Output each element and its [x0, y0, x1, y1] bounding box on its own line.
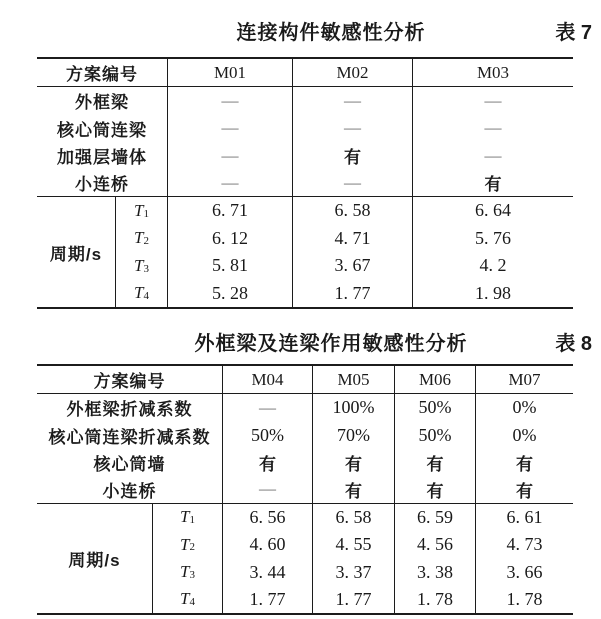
page-content: [37, 22, 592, 615]
table8-cell: 3. 38: [394, 558, 475, 585]
table8-cell: —: [222, 476, 312, 503]
table7-cell: 有: [292, 142, 412, 170]
t-subscript: 1: [189, 513, 195, 526]
t-symbol: T: [134, 228, 144, 248]
table8-cell: 70%: [312, 421, 394, 448]
t-subscript: 2: [143, 235, 149, 247]
t-subscript: 4: [189, 596, 195, 609]
table8-cell: 有: [475, 449, 573, 476]
table7-title: 连接构件敏感性分析: [236, 22, 426, 44]
table7-cell: —: [167, 115, 292, 143]
table7-cell: —: [412, 87, 573, 115]
table8-cell: 6. 61: [475, 504, 573, 531]
table8-cell: 1. 78: [394, 586, 475, 613]
table7-cell: 4. 2: [412, 252, 573, 280]
table7-cell: —: [167, 170, 292, 198]
table8: [37, 364, 573, 615]
table7-row-label: 外框梁: [75, 93, 129, 113]
table8-cell: 50%: [394, 394, 475, 421]
table8-header-col-m06: M06: [394, 366, 475, 394]
table8-title: 外框梁及连梁作用敏感性分析: [194, 333, 468, 355]
table7: [37, 57, 573, 309]
table8-cell: 有: [222, 449, 312, 476]
table8-cell: 6. 58: [312, 504, 394, 531]
table7-cell: —: [167, 142, 292, 170]
table8-cell: 有: [475, 476, 573, 503]
table8-period-symbol-t3: [152, 558, 222, 585]
table8-cell: 0%: [475, 394, 573, 421]
table8-header-col-m04: M04: [222, 366, 312, 394]
table8-period-label: 周期/s: [68, 550, 121, 570]
t-symbol: T: [180, 534, 190, 554]
table7-cell: 4. 71: [292, 225, 412, 253]
t-symbol: T: [180, 562, 190, 582]
table8-row-label: 核心筒墙: [93, 454, 166, 474]
table8-cell: 0%: [475, 421, 573, 448]
table8-cell: 100%: [312, 394, 394, 421]
table7-cell: 6. 64: [412, 197, 573, 225]
table7-cell: —: [412, 142, 573, 170]
table8-cell: 6. 56: [222, 504, 312, 531]
table8-cell: 有: [312, 449, 394, 476]
table7-cell: 5. 28: [167, 280, 292, 308]
table8-cell: 4. 73: [475, 531, 573, 558]
table8-cell: 1. 77: [222, 586, 312, 613]
table7-cell: —: [167, 87, 292, 115]
table8-row-label: 小连桥: [37, 476, 222, 503]
table7-period-symbol-t1: [115, 197, 167, 225]
t-subscript: 3: [143, 262, 149, 275]
table7-header-scheme-label: 方案编号: [37, 59, 167, 87]
table7-header-col-m03: M03: [412, 59, 573, 87]
table7-cell: —: [292, 115, 412, 143]
table8-header-col-m07: M07: [475, 366, 573, 394]
table7-cell: 6. 12: [167, 225, 292, 253]
table8-cell: 有: [312, 476, 394, 503]
table8-header-col-m05: M05: [312, 366, 394, 394]
table7-row-label: 小连桥: [37, 170, 167, 198]
t-symbol: T: [180, 507, 190, 527]
table7-cell: —: [292, 87, 412, 115]
table8-cell: 有: [394, 476, 475, 503]
table7-cell: 5. 81: [167, 252, 292, 280]
table7-header-col-m01: M01: [167, 59, 292, 87]
table8-period-symbol-t4: [152, 586, 222, 613]
table7-cell: 6. 71: [167, 197, 292, 225]
table7-row-label: 核心筒连梁: [57, 120, 147, 140]
t-symbol: T: [134, 255, 144, 275]
t-subscript: 3: [189, 568, 195, 581]
table7-cell: 有: [412, 170, 573, 198]
table7-number-tag: 表 7: [555, 22, 592, 44]
table7-header-col-m02: M02: [292, 59, 412, 87]
table8-cell: 3. 37: [312, 558, 394, 585]
table7-period-symbol-t4: [115, 280, 167, 308]
table8-cell: —: [222, 394, 312, 421]
table8-number-tag: 表 8: [555, 333, 592, 355]
table7-cell: 1. 98: [412, 280, 573, 308]
table7-titlebar: [37, 22, 592, 44]
table7-row-label: 加强层墙体: [57, 148, 147, 168]
t-symbol: T: [180, 589, 190, 609]
table7-period-symbol-t3: [115, 252, 167, 280]
table7-cell: 1. 77: [292, 280, 412, 308]
table7-period-symbol-t2: [115, 225, 167, 253]
table8-cell: 6. 59: [394, 504, 475, 531]
table8-cell: 4. 60: [222, 531, 312, 558]
table7-period-label: 周期/s: [49, 244, 103, 264]
t-subscript: 4: [143, 290, 149, 302]
table8-cell: 50%: [394, 421, 475, 448]
table7-cell: 5. 76: [412, 225, 573, 253]
table8-cell: 4. 56: [394, 531, 475, 558]
table8-cell: 1. 77: [312, 586, 394, 613]
table8-cell: 有: [394, 449, 475, 476]
t-subscript: 1: [143, 207, 149, 220]
table7-cell: 3. 67: [292, 252, 412, 280]
table7-cell: 6. 58: [292, 197, 412, 225]
table8-period-symbol-t1: [152, 504, 222, 531]
t-symbol: T: [134, 283, 144, 303]
table8-titlebar: [37, 333, 592, 355]
table8-period-symbol-t2: [152, 531, 222, 558]
table7-cell: —: [412, 115, 573, 143]
table8-cell: 3. 66: [475, 558, 573, 585]
table8-cell: 50%: [222, 421, 312, 448]
t-subscript: 2: [189, 541, 195, 554]
table8-header-scheme-label: 方案编号: [37, 366, 222, 394]
table8-row-label: 外框梁折减系数: [66, 400, 193, 420]
table8-row-label: 核心筒连梁折减系数: [48, 427, 211, 447]
t-symbol: T: [134, 200, 144, 220]
table8-cell: 4. 55: [312, 531, 394, 558]
table8-cell: 1. 78: [475, 586, 573, 613]
table8-cell: 3. 44: [222, 558, 312, 585]
table7-cell: —: [292, 170, 412, 198]
